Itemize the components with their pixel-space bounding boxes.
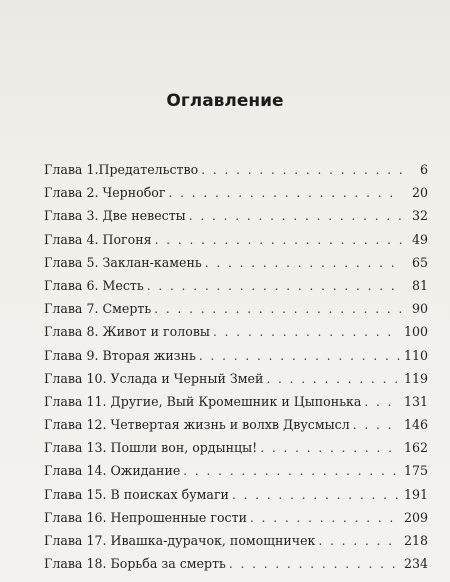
chapter-title: Глава 4. Погоня — [44, 231, 152, 247]
page-number: 191 — [403, 486, 428, 502]
chapter-title: Глава 3. Две невесты — [44, 208, 186, 224]
dot-leader — [201, 159, 402, 182]
dot-leader — [250, 507, 400, 530]
chapter-title: Глава 10. Услада и Черный Змей — [44, 370, 264, 386]
chapter-title: Глава 18. Борьба за смерть — [44, 556, 226, 572]
dot-leader — [318, 530, 400, 553]
dot-leader — [189, 205, 402, 228]
page-number: 90 — [411, 301, 428, 317]
toc-entry — [44, 158, 428, 181]
page-number: 119 — [403, 370, 428, 386]
chapter-title: Глава 17. Ивашка-дурачок, помощничек — [44, 533, 316, 548]
page-number: 175 — [403, 463, 428, 479]
chapter-title: Глава 7. Смерть — [44, 301, 152, 317]
chapter-title: Глава 12. Четвертая жизнь и волхв Двусмысл — [44, 417, 350, 433]
page-number: 65 — [411, 254, 428, 270]
dot-leader — [213, 321, 400, 344]
chapter-title: Глава 1.Предательство — [44, 162, 199, 177]
toc-entry — [44, 506, 428, 529]
dot-leader — [168, 182, 402, 205]
toc-entry — [44, 367, 428, 390]
toc-entry — [44, 413, 428, 436]
toc-entry — [44, 344, 428, 367]
dot-leader — [364, 391, 400, 414]
toc-entry — [44, 552, 428, 575]
toc-entry — [44, 390, 428, 413]
page-number: 110 — [403, 347, 428, 363]
page-number: 162 — [403, 440, 428, 456]
toc-entry — [44, 297, 428, 320]
page-title: Оглавление — [166, 91, 284, 111]
chapter-title: Глава 11. Другие, Вый Кромешник и Цыпонька — [44, 393, 362, 409]
page-number: 81 — [411, 277, 428, 293]
page-number: 131 — [403, 393, 428, 409]
page-number: 234 — [403, 556, 428, 572]
toc-entry — [44, 436, 428, 459]
page-number: 218 — [403, 533, 428, 548]
dot-leader — [266, 368, 400, 391]
chapter-title: Глава 5. Заклан-камень — [44, 254, 202, 270]
toc-entry — [44, 320, 428, 343]
toc-entry — [44, 228, 428, 251]
dot-leader — [353, 414, 400, 437]
page-number: 100 — [403, 324, 428, 340]
chapter-title: Глава 9. Вторая жизнь — [44, 347, 196, 363]
dot-leader — [155, 229, 402, 252]
table-of-contents — [44, 158, 428, 575]
toc-entry — [44, 274, 428, 297]
page-number: 49 — [411, 231, 428, 247]
dot-leader — [229, 553, 400, 576]
dot-leader — [154, 298, 402, 321]
chapter-title: Глава 6. Месть — [44, 277, 144, 293]
page-number: 32 — [411, 208, 428, 224]
page-number: 146 — [403, 417, 428, 433]
toc-entry — [44, 483, 428, 506]
chapter-title: Глава 15. В поисках бумаги — [44, 486, 229, 502]
toc-entry — [44, 529, 428, 552]
page-number: 209 — [403, 509, 428, 525]
dot-leader — [183, 460, 400, 483]
chapter-title: Глава 14. Ожидание — [44, 463, 181, 479]
dot-leader — [205, 252, 402, 275]
dot-leader — [199, 345, 400, 368]
toc-entry — [44, 181, 428, 204]
toc-entry — [44, 459, 428, 482]
dot-leader — [260, 437, 400, 460]
chapter-title: Глава 13. Пошли вон, ордынцы! — [44, 440, 258, 456]
page-number: 6 — [419, 162, 428, 177]
chapter-title: Глава 8. Живот и головы — [44, 324, 210, 340]
chapter-title: Глава 16. Непрошенные гости — [44, 509, 247, 525]
toc-entry — [44, 251, 428, 274]
dot-leader — [232, 484, 400, 507]
page-number: 20 — [411, 185, 428, 201]
toc-entry — [44, 204, 428, 227]
dot-leader — [147, 275, 402, 298]
chapter-title: Глава 2. Чернобог — [44, 185, 166, 201]
